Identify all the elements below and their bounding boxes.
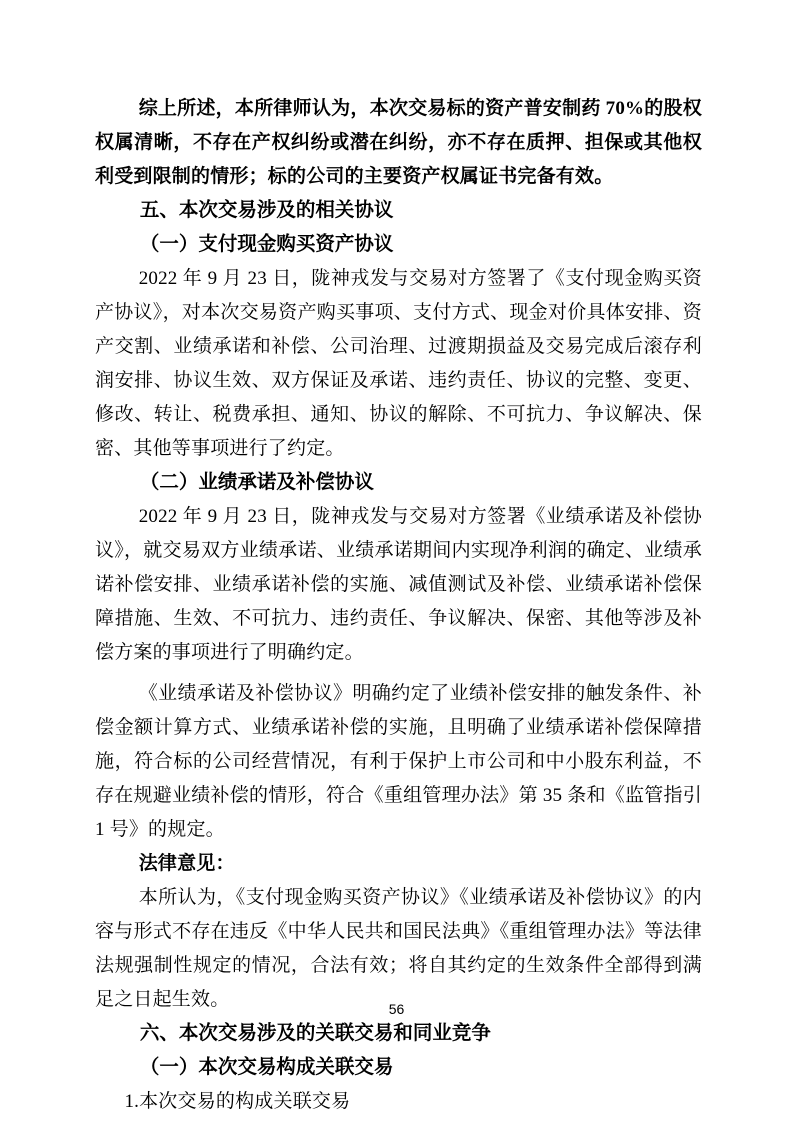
section-5-heading: 五、本次交易涉及的相关协议 <box>139 200 394 221</box>
section-6-1-heading: （一）本次交易构成关联交易 <box>139 1057 394 1078</box>
legal-opinion-label: 法律意见： <box>138 853 235 874</box>
section-5-2-heading: （二）业绩承诺及补偿协议 <box>139 472 374 493</box>
document-content <box>95 92 702 1119</box>
cash-purchase-agreement-paragraph: 2022 年 9 月 23 日，陇神戎发与交易对方签署了《支付现金购买资产协议》，对本次交易资产购买事项、支付方式、现金对价具体安排、资产交割、业绩承诺和补偿、公司治理、过渡期损益及交易完成后滚存利润安排、协议生效、双方保证及承诺、违约责任、协议的完整、变更、修改、转让、税费承担、通知、协议的解除、不可抗力、争议解决、保密、其他等事项进行了约定。 <box>95 268 702 459</box>
section-6-1-item-1: 1.本次交易的构成关联交易 <box>124 1091 351 1112</box>
section-5-1-heading: （一）支付现金购买资产协议 <box>139 234 394 255</box>
page-number: 56 <box>388 1001 405 1017</box>
legal-opinion-paragraph: 本所认为，《支付现金购买资产协议》《业绩承诺及补偿协议》的内容与形式不存在违反《中华人民共和国民法典》《重组管理办法》等法律法规强制性规定的情况，合法有效；将自其约定的生效条件全部得到满足之日起生效。 <box>95 887 702 1010</box>
conclusion-paragraph: 综上所述，本所律师认为，本次交易标的资产普安制药 70%的股权权属清晰，不存在产权纠纷或潜在纠纷，亦不存在质押、担保或其他权利受到限制的情形；标的公司的主要资产权属证书完备有效。 <box>95 98 702 187</box>
performance-commitment-paragraph-2: 《业绩承诺及补偿协议》明确约定了业绩补偿安排的触发条件、补偿金额计算方式、业绩承诺补偿的实施，且明确了业绩承诺补偿保障措施，符合标的公司经营情况，有利于保护上市公司和中小股东利益，不存在规避业绩补偿的情形，符合《重组管理办法》第 35 条和《监管指引 1 号》的规定。 <box>95 683 702 840</box>
performance-commitment-paragraph-1: 2022 年 9 月 23 日，陇神戎发与交易对方签署《业绩承诺及补偿协议》，就交易双方业绩承诺、业绩承诺期间内实现净利润的确定、业绩承诺补偿安排、业绩承诺补偿的实施、减值测试及补偿、业绩承诺补偿保障措施、生效、不可抗力、违约责任、争议解决、保密、其他等涉及补偿方案的事项进行了明确约定。 <box>95 506 702 663</box>
section-6-heading: 六、本次交易涉及的关联交易和同业竞争 <box>139 1023 491 1044</box>
